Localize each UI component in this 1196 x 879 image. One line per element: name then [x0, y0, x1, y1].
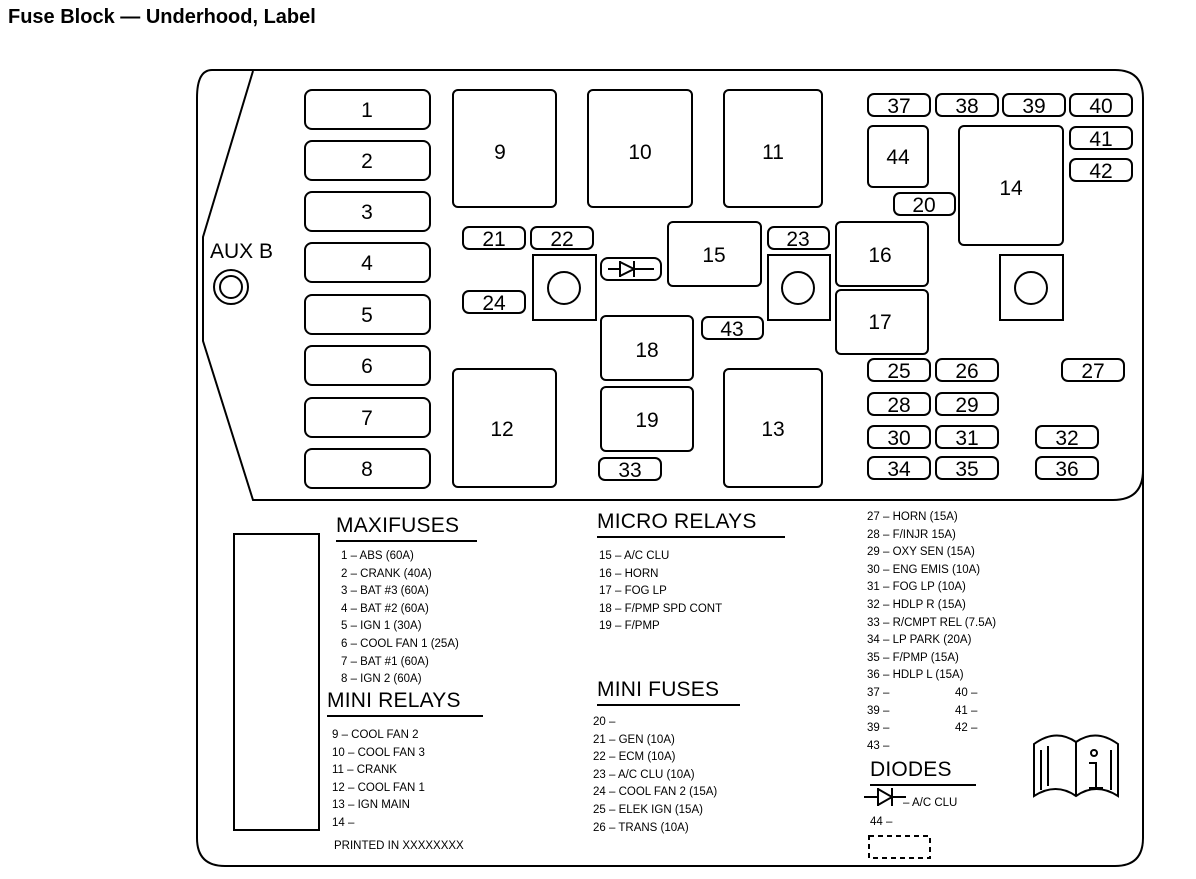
- maxi-fuse-6: 6: [361, 355, 373, 378]
- mini-fuse-41: 41: [1089, 128, 1113, 151]
- list-item: 9 – COOL FAN 2: [332, 729, 419, 741]
- mini-fuse-40: 40: [1089, 95, 1113, 118]
- list-item: 6 – COOL FAN 1 (25A): [341, 637, 459, 650]
- list-item: 1 – ABS (60A): [341, 550, 414, 562]
- relay-18: 18: [635, 339, 659, 362]
- dashed-placeholder-box: [869, 836, 930, 858]
- list-item: 42 –: [955, 722, 978, 735]
- relay-10: 10: [628, 141, 652, 164]
- mini-fuse-36: 36: [1055, 458, 1079, 481]
- list-item: 14 –: [332, 816, 355, 829]
- diode-symbol-icon: [601, 258, 661, 280]
- aux-b-label: AUX B: [210, 240, 274, 263]
- mini-fuse-39: 39: [1022, 95, 1046, 118]
- mini-fuse-43: 43: [720, 318, 744, 341]
- list-item: 23 – A/C CLU (10A): [593, 768, 695, 781]
- list-item: 43 –: [867, 739, 890, 752]
- mini-fuse-32: 32: [1055, 427, 1079, 450]
- list-item: 30 – ENG EMIS (10A): [867, 563, 981, 576]
- mini-fuse-20: 20: [912, 194, 936, 217]
- list-item: 35 – F/PMP (15A): [867, 651, 959, 664]
- mini-fuse-27: 27: [1081, 360, 1105, 383]
- relay-9: 9: [494, 141, 506, 164]
- list-item: 20 –: [593, 716, 616, 728]
- page-title: Fuse Block — Underhood, Label: [8, 6, 316, 28]
- spare-fuse-list-a: [867, 685, 889, 755]
- list-item: 21 – GEN (10A): [593, 733, 675, 746]
- aux-b-terminal-inner: [220, 276, 242, 298]
- mini-fuses-heading: MINI FUSES: [597, 678, 740, 706]
- list-item: 18 – F/PMP SPD CONT: [599, 602, 723, 615]
- maxi-fuse-8: 8: [361, 458, 373, 481]
- list-item: 39 –: [867, 722, 890, 735]
- list-item: 7 – BAT #1 (60A): [341, 655, 429, 668]
- mini-fuse-33: 33: [618, 459, 642, 482]
- blank-panel: [234, 534, 319, 830]
- bolt-studs: [533, 255, 1063, 320]
- mini-fuse-35: 35: [955, 458, 979, 481]
- relay-12: 12: [490, 418, 514, 441]
- mini-fuse-26: 26: [955, 360, 979, 383]
- mini-fuse-42: 42: [1089, 160, 1113, 183]
- relay-14: 14: [999, 177, 1023, 200]
- list-item: 10 – COOL FAN 3: [332, 746, 425, 759]
- mini-fuse-21: 21: [482, 228, 506, 251]
- right-fuse-list: [867, 509, 996, 685]
- list-item: 24 – COOL FAN 2 (15A): [593, 786, 718, 799]
- mini-relays-heading: MINI RELAYS: [327, 689, 483, 717]
- list-item: 40 –: [955, 687, 978, 699]
- list-item: 12 – COOL FAN 1: [332, 781, 425, 794]
- list-item: 4 – BAT #2 (60A): [341, 602, 429, 615]
- mini-fuse-34: 34: [887, 458, 911, 481]
- list-item: 36 – HDLP L (15A): [867, 669, 964, 682]
- maxi-fuse-2: 2: [361, 150, 373, 173]
- maxi-fuse-4: 4: [361, 252, 373, 275]
- relay-44: 44: [886, 146, 910, 169]
- mini-fuses-list: [593, 714, 717, 837]
- list-item: 22 – ECM (10A): [593, 751, 676, 764]
- list-item: 19 – F/PMP: [599, 620, 660, 633]
- list-item: 8 – IGN 2 (60A): [341, 673, 422, 686]
- list-item: 27 – HORN (15A): [867, 511, 958, 523]
- diode-44-item: 44 –: [870, 816, 893, 828]
- mini-fuse-boxes: [463, 94, 1132, 480]
- relay-13: 13: [761, 418, 785, 441]
- diode-item: – A/C CLU: [903, 797, 958, 809]
- list-item: 11 – CRANK: [332, 764, 397, 777]
- mini-fuse-22: 22: [550, 228, 574, 251]
- list-item: 32 – HDLP R (15A): [867, 598, 966, 611]
- list-item: 25 – ELEK IGN (15A): [593, 803, 703, 816]
- mini-relays-list: [332, 727, 425, 833]
- diodes-heading: DIODES: [870, 758, 976, 786]
- maxi-fuse-1: 1: [361, 99, 373, 122]
- spare-fuse-list-b: [955, 685, 977, 738]
- mini-fuse-37: 37: [887, 95, 911, 118]
- maxi-fuse-7: 7: [361, 407, 373, 430]
- relay-15: 15: [702, 244, 726, 267]
- relay-17: 17: [868, 311, 892, 334]
- info-book-icon: [1034, 735, 1118, 796]
- mini-fuse-31: 31: [955, 427, 979, 450]
- mini-fuse-24: 24: [482, 292, 506, 315]
- maxi-fuse-boxes: [305, 90, 430, 488]
- maxifuses-list: [341, 548, 459, 689]
- list-item: 5 – IGN 1 (30A): [341, 620, 422, 633]
- mini-fuse-29: 29: [955, 394, 979, 417]
- mini-fuse-25: 25: [887, 360, 911, 383]
- list-item: 3 – BAT #3 (60A): [341, 585, 429, 598]
- printed-note: PRINTED IN XXXXXXXX: [334, 840, 464, 852]
- list-item: 26 – TRANS (10A): [593, 821, 689, 834]
- relay-11: 11: [762, 141, 784, 164]
- list-item: 13 – IGN MAIN: [332, 799, 410, 812]
- list-item: 28 – F/INJR 15A): [867, 528, 956, 541]
- list-item: 2 – CRANK (40A): [341, 567, 432, 580]
- list-item: 16 – HORN: [599, 567, 659, 580]
- relay-19: 19: [635, 409, 659, 432]
- maxifuses-heading: MAXIFUSES: [336, 514, 477, 542]
- micro-relays-list: [599, 548, 722, 636]
- micro-relays-heading: MICRO RELAYS: [597, 510, 785, 538]
- mini-fuse-23: 23: [786, 228, 810, 251]
- list-item: 15 – A/C CLU: [599, 550, 670, 562]
- mini-fuse-38: 38: [955, 95, 979, 118]
- mini-fuse-28: 28: [887, 394, 911, 417]
- list-item: 31 – FOG LP (10A): [867, 581, 966, 594]
- maxi-fuse-5: 5: [361, 304, 373, 327]
- list-item: 39 –: [867, 704, 890, 717]
- mini-fuse-30: 30: [887, 427, 911, 450]
- list-item: 41 –: [955, 704, 978, 717]
- list-item: 29 – OXY SEN (15A): [867, 546, 975, 559]
- diode-legend-icon: [864, 788, 906, 806]
- list-item: 37 –: [867, 687, 890, 699]
- list-item: 33 – R/CMPT REL (7.5A): [867, 616, 997, 629]
- list-item: 17 – FOG LP: [599, 585, 667, 598]
- list-item: 34 – LP PARK (20A): [867, 634, 972, 647]
- relay-16: 16: [868, 244, 892, 267]
- maxi-fuse-3: 3: [361, 201, 373, 224]
